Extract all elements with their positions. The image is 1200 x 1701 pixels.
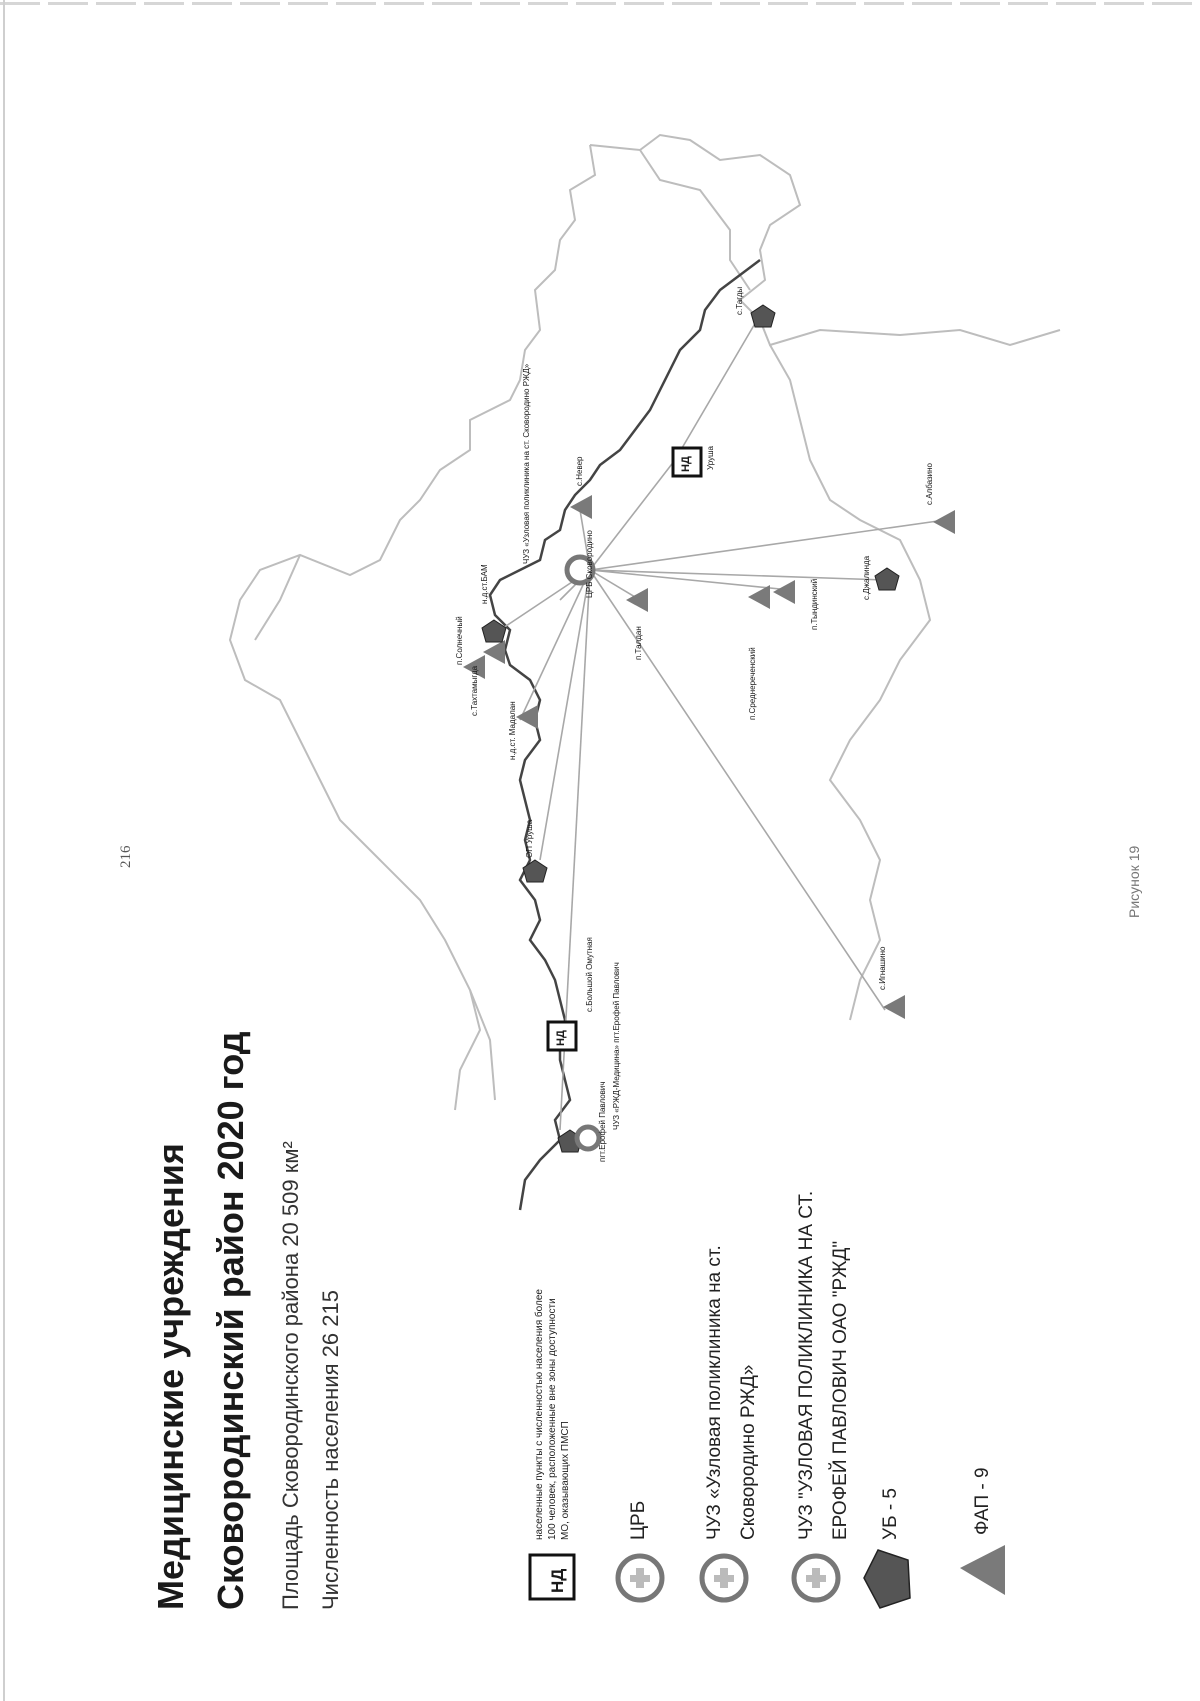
map-label-omutnaya: с.Большой Омутная: [585, 937, 594, 1012]
map-label-solnechny: п.Солнечный: [455, 616, 464, 665]
legend-fap-text: ФАП - 9: [972, 1467, 993, 1535]
legend-nd-label: НД: [548, 1568, 567, 1593]
district-area: Площадь Сковородинского района 20 509 км²: [278, 1141, 303, 1610]
district-population: Численность населения 26 215: [318, 1290, 343, 1610]
legend-ub-icon: [864, 1550, 910, 1608]
legend-nd-text: населенные пункты с численностью населения более 100 человек, расположенные вне зоны доступности МО, оказывающих ПМСП: [534, 1289, 571, 1540]
map-label-bam: н.д.ст.БАМ: [480, 564, 489, 604]
page-title-line-2: Сковородинский район 2020 год: [210, 1031, 251, 1610]
map-label-urusha: ОП Урушa: [525, 819, 534, 858]
legend-chuz-skovorodino-line-2: Сковородино РЖД»: [738, 1364, 759, 1540]
map-label-srednerechensky: п.Среднереченский: [748, 647, 757, 720]
legend-crb-icon: [618, 1556, 662, 1600]
map-label-tyndynsky: п.Тындинский: [810, 578, 819, 630]
map-label-never: с.Невер: [575, 456, 584, 486]
map-label-ignashino: с.Игнашино: [878, 946, 887, 990]
map-label-albazino: с.Албазино: [925, 463, 934, 505]
map-label-crb: ЦРБ Сковородино: [585, 530, 594, 598]
legend-chuz-erofey-icon: [794, 1556, 838, 1600]
legend-chuz-skovorodino-icon: [702, 1556, 746, 1600]
map-label-chuz-erofey: ЧУЗ «РЖД-Медицина» пгт.Ерофей Павлович: [612, 962, 621, 1130]
legend-crb-text: ЦРБ: [628, 1500, 649, 1540]
legend-chuz-skovorodino-line-1: ЧУЗ «Узловая поликлиника на ст.: [704, 1245, 725, 1540]
map-label-taldan: п.Талдан: [634, 626, 643, 660]
map-label-erofey: пгт.Ерофей Павлович: [598, 1081, 607, 1162]
map-label-uruchi: Уруша: [706, 446, 715, 470]
map-label-skovorodino-chuz: ЧУЗ «Узловая поликлиника на ст. Сковородино РЖД»: [522, 363, 531, 564]
map-label-tahtamygda: с.Тахтамыгда: [470, 665, 479, 716]
legend-ub-text: УБ - 5: [880, 1488, 901, 1540]
map-label-madalan: н.д.ст. Мадалан: [508, 701, 517, 760]
nd-label-uruchi: НД: [680, 456, 692, 472]
map-label-dzhalinda: с.Джалинда: [862, 555, 871, 600]
page-number: 216: [118, 845, 134, 868]
map-label-tygda: с.Тагды: [735, 286, 744, 315]
nd-label-omutnaya: НД: [555, 1030, 567, 1046]
legend-chuz-erofey-line-2: ЕРОФЕЙ ПАВЛОВИЧ ОАО "РЖД": [830, 1240, 851, 1540]
page-title-line-1: Медицинские учреждения: [150, 1143, 191, 1610]
legend-fap-icon: [960, 1545, 1005, 1595]
figure-caption: Рисунок 19: [1126, 845, 1142, 918]
legend-chuz-erofey-line-1: ЧУЗ "УЗЛОВАЯ ПОЛИКЛИНИКА НА СТ.: [796, 1190, 817, 1540]
